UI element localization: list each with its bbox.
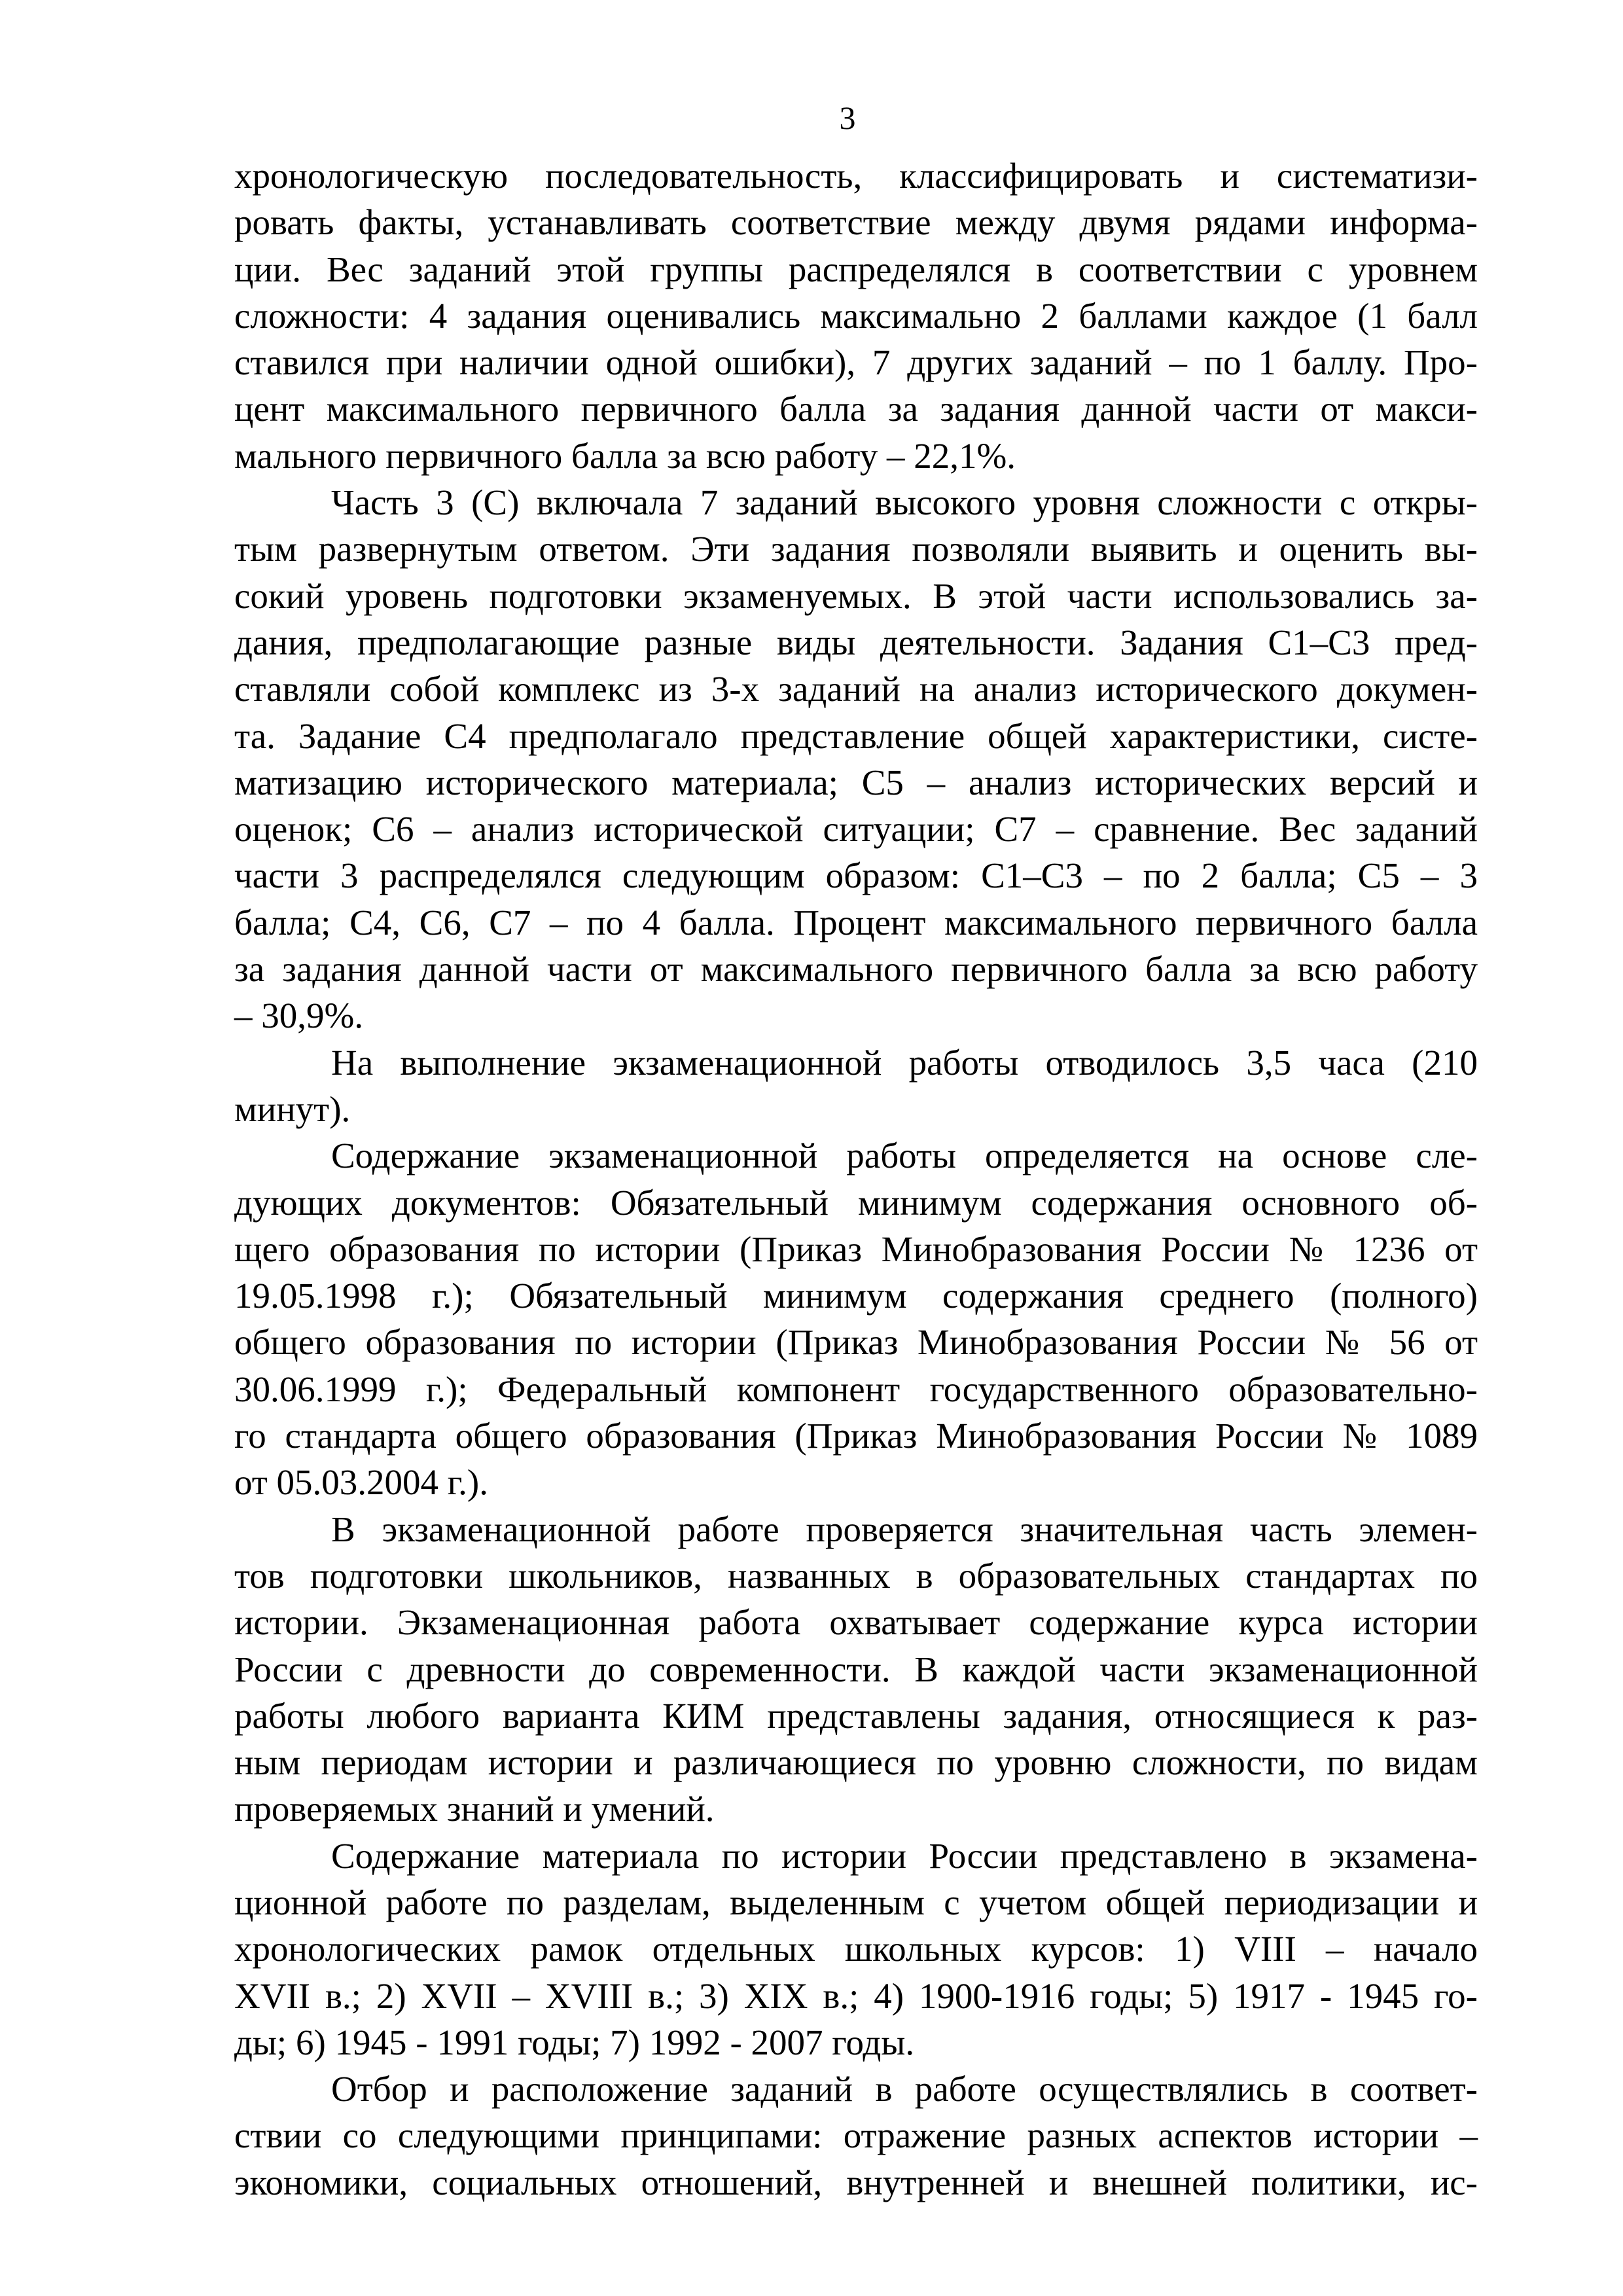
page-number: 3 <box>839 99 856 136</box>
text-line: хронологических рамок отдельных школьных курсов: 1) VIII – начало <box>234 1929 1478 1969</box>
text-line: На выполнение экзаменационной работы отводилось 3,5 часа (210 <box>331 1042 1478 1083</box>
paragraph <box>234 1506 1478 1833</box>
text-line: ции. Вес заданий этой группы распределялся в соответствии с уровнем <box>234 249 1478 289</box>
paragraph <box>234 152 1478 479</box>
paragraph <box>234 1132 1478 1505</box>
text-line: матизацию исторического материала; С5 – анализ исторических версий и <box>234 762 1478 802</box>
text-line: ным периодам истории и различающиеся по уровню сложности, по видам <box>234 1742 1478 1783</box>
text-line: ставился при наличии одной ошибки), 7 других заданий – по 1 баллу. Про- <box>234 342 1478 383</box>
text-line: тым развернутым ответом. Эти задания позволяли выявить и оценить вы- <box>234 529 1478 569</box>
text-line: го стандарта общего образования (Приказ Минобразования России № 1089 <box>234 1416 1478 1456</box>
text-line: истории. Экзаменационная работа охватывает содержание курса истории <box>234 1602 1478 1643</box>
text-line: Содержание материала по истории России представлено в экзамена- <box>331 1835 1478 1876</box>
paragraph <box>234 1039 1478 1133</box>
text-line: минут). <box>234 1088 351 1129</box>
text-line: ционной работе по разделам, выделенным с учетом общей периодизации и <box>234 1882 1478 1922</box>
text-line: части 3 распределялся следующим образом: С1–С3 – по 2 балла; С5 – 3 <box>234 855 1478 896</box>
text-line: сложности: 4 задания оценивались максимально 2 баллами каждое (1 балл <box>234 295 1478 336</box>
text-line: 19.05.1998 г.); Обязательный минимум содержания среднего (полного) <box>234 1276 1478 1316</box>
text-line: дания, предполагающие разные виды деятельности. Задания С1–С3 пред- <box>234 622 1478 662</box>
text-line: балла; С4, С6, С7 – по 4 балла. Процент максимального первичного балла <box>234 902 1478 942</box>
text-line: ровать факты, устанавливать соответствие между двумя рядами информа- <box>234 202 1478 243</box>
text-line: Часть 3 (С) включала 7 заданий высокого уровня сложности с откры- <box>331 482 1478 523</box>
text-line: мального первичного балла за всю работу – 22,1%. <box>234 435 1016 476</box>
text-line: ды; 6) 1945 - 1991 годы; 7) 1992 - 2007 годы. <box>234 2022 915 2062</box>
text-line: XVII в.; 2) XVII – XVIII в.; 3) XIX в.; 4) 1900-1916 годы; 5) 1917 - 1945 го- <box>234 1975 1478 2016</box>
text-line: – 30,9%. <box>234 996 364 1036</box>
text-line: оценок; С6 – анализ исторической ситуации; С7 – сравнение. Вес заданий <box>234 809 1478 850</box>
text-line: хронологическую последовательность, классифицировать и систематизи- <box>234 156 1478 196</box>
text-line: цент максимального первичного балла за задания данной части от макси- <box>234 389 1478 429</box>
text-line: общего образования по истории (Приказ Минобразования России № 56 от <box>234 1322 1478 1363</box>
paragraph <box>234 2066 1478 2206</box>
document-body <box>234 152 1478 2206</box>
text-line: Отбор и расположение заданий в работе осуществлялись в соответ- <box>331 2069 1478 2109</box>
text-line: ствии со следующими принципами: отражение разных аспектов истории – <box>234 2115 1478 2156</box>
text-line: та. Задание С4 предполагало представление общей характеристики, систе- <box>234 715 1478 756</box>
text-line: 30.06.1999 г.); Федеральный компонент государственного образовательно- <box>234 1369 1478 1409</box>
paragraph <box>234 1833 1478 2066</box>
text-line: дующих документов: Обязательный минимум содержания основного об- <box>234 1182 1478 1223</box>
text-line: В экзаменационной работе проверяется значительная часть элемен- <box>331 1509 1478 1549</box>
text-line: проверяемых знаний и умений. <box>234 1789 715 1829</box>
paragraph <box>234 479 1478 1039</box>
text-line: работы любого варианта КИМ представлены задания, относящиеся к раз- <box>234 1695 1478 1736</box>
text-line: за задания данной части от максимального первичного балла за всю работу <box>234 949 1478 990</box>
text-line: тов подготовки школьников, названных в образовательных стандартах по <box>234 1555 1478 1596</box>
text-line: сокий уровень подготовки экзаменуемых. В этой части использовались за- <box>234 575 1478 616</box>
text-line: от 05.03.2004 г.). <box>234 1462 488 1503</box>
text-line: экономики, социальных отношений, внутренней и внешней политики, ис- <box>234 2162 1478 2202</box>
text-line: России с древности до современности. В каждой части экзаменационной <box>234 1649 1478 1689</box>
text-line: ставляли собой комплекс из 3-х заданий на анализ исторического докумен- <box>234 669 1478 709</box>
text-line: щего образования по истории (Приказ Минобразования России № 1236 от <box>234 1229 1478 1269</box>
text-line: Содержание экзаменационной работы определяется на основе сле- <box>331 1136 1478 1176</box>
